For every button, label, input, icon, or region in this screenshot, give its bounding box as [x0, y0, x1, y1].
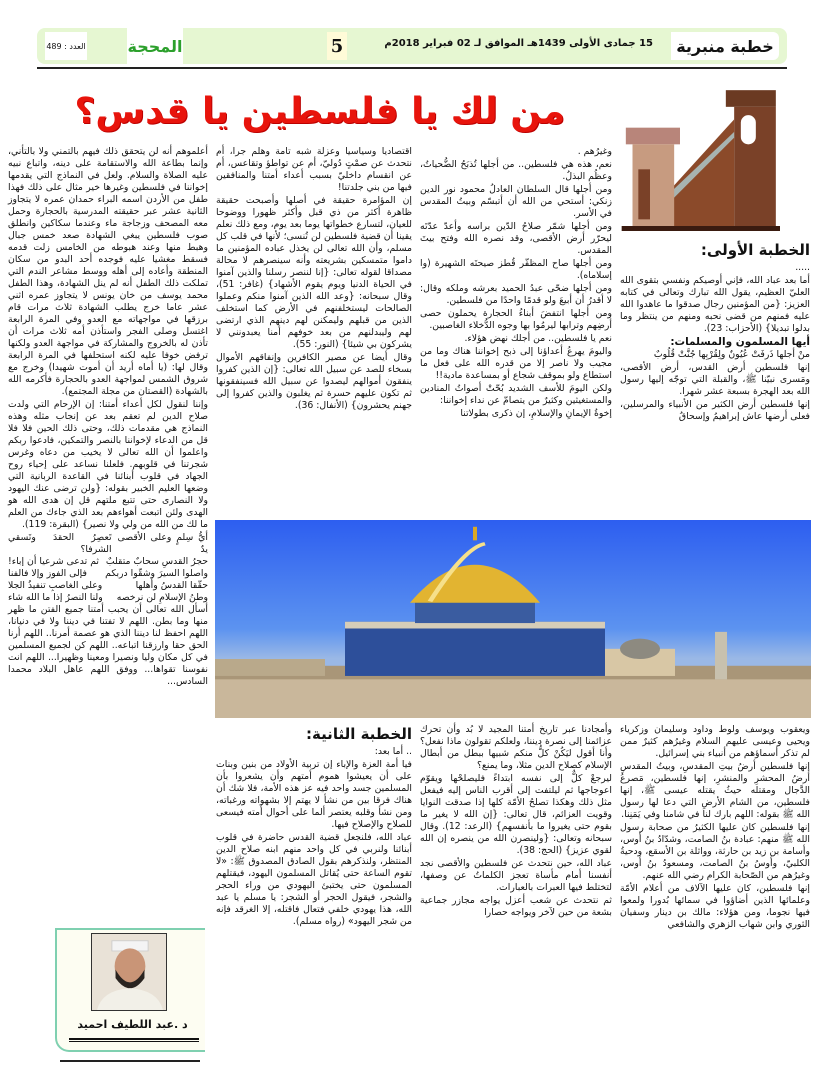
first-sermon-heading: الخطبة الأولى:: [700, 241, 810, 259]
paragraph: أما بعد عباد الله، فإني أوصيكم ونفسي بتقوى الله العليّ العظيم، يقول الله تبارك وتعالى في كتابه العزيز: {من المؤمنين رجال صدقوا ما عاهدوا الله عليه فمنهم من قضى نحبه ومنهم من ينتظر وما بدلوا تبديلا} (الأحزاب: 23).: [620, 275, 810, 334]
dome-of-the-rock-photo: [215, 520, 811, 718]
paragraph: نعم، هذه هي فلسطين.. من أجلها تُذبَحُ الضُّحياتُ، وعظُم البذلُ.: [420, 159, 612, 182]
poem-row: [8, 556, 208, 568]
section-name: خطبة منبرية: [671, 32, 779, 60]
paragraph: ولكن اليومَ للأسف الشديد بُحّتْ أصواتُ المنادين والمستغيثين وكثيرٌ من يتصامّ عن نداء إخواننا:: [420, 383, 612, 406]
bottom-rule: [60, 1060, 200, 1062]
paragraph: وإننا لنقول لكل أعداء أمتنا: إن الإرحام التي ولدت صلاح الدين لم تعقم بعد عن إنجاب مثله وهذه النماذج هي مقدمات ذلك، وحتى ذلك الحين فلا فلا قل من الدعاء لإخواننا بالنصر والتمكين، فادعوا ربكم واعلموا أن الله تعالى لا يخيب من دعاه وغرس شجرتنا في قلوبهم. فلعلنا نساعد على إحياء روح الجهاد في قلوب أبنائنا في القاعدة الربانية التي وضعها العليم الخبير بقوله: {ولن ترضى عنك اليهود ولا النصارى حتى تتبع ملتهم قل إن هدى الله هو الهدى ولئن اتبعت أهواءهم بعد الذي جاءك من العلم ما لك من الله من ولي ولا نصير} (البقرة: 119).: [8, 399, 208, 530]
issue-number: العدد : 489: [45, 32, 87, 60]
page-header: [37, 28, 787, 64]
poem-row: [8, 532, 208, 556]
paragraph: أعلموهم أنه لن يتحقق ذلك فيهم بالتمني ولا بالتأني، وإنما بطاعة الله والاستقامة على دينه، واتباع نبيه عليه الصلاة والسلام. ولعل في النماذج التي يقدمها إخواننا في فلسطين وغيرها خير مثال على ذلك فهذا طفل من الأردن اسمه البراء حمدان عمره لا يتجاوز الثانية عشر عبر حقيقته المدرسية بالحجارة وحمل معه المصحف وزجاجة ماء وعندما سكاكين وانطلق صوب فلسطين يبغي الشهادة صعد خمس جبال وهبط منها وعند هبوطه من الخامس زلت قدمه فسقط مغشيا عليه فوجده أحد البدو من سكان المنطقة وأعاده إلى أهله ووسط مشاعر الندم التي تملكت ذلك الطفل أنه لم ينل الشهادة، وهذا الطفل محمد يوسف من خان يونس لا يتجاوز عمره اثني عشر عاما خرج يطلب الشهادة ثلاث مرات قام برزقها في مواجهاته مع العدو وفي المرة الرابعة اغتسل وصلى الفجر واستأذن أمه ثلاث مرات أن تأذن له بالخروج والمشاركة في مواجهة العدو ولكنها ترفض خوفا عليه لكنه استحلفها في المرة الرابعة وقال لها: (يا أماه أريد أن أموت شهيدا) وخرج مع شروق الشمس لمواجهة العدو بالحجارة فأكرمه الله بالشهادة (القصتان من مجلة المجتمع).: [8, 146, 208, 397]
poem-line: فإلى الفوز وإلا فالفنا: [8, 568, 87, 579]
paragraph: إخوةُ الإيمانِ والإسلامِ، إن ذكرى بطولاتنا: [460, 408, 612, 419]
poem-row: [8, 592, 208, 604]
page-number: 5: [327, 32, 347, 60]
paragraph: إنها فلسطين أرض القدس، أرض الأقصى، ومَسرى نبيّنا ﷺ، والقبلة التي توجّه إليها رسول الله بعد الهجرة بسبعة عشر شهرا.: [620, 362, 810, 397]
paragraph: ومن أجلها ضحّى عبدُ الحميد بعرشه وملكه وقال: لا أقدرُ أن أبيعَ ولو قدمًا واحدًا من فلسطين.: [420, 283, 612, 306]
poem-row: [8, 580, 208, 592]
article-title: من لك يا فلسطين يا قدس؟: [74, 91, 565, 132]
column-4: [8, 146, 208, 689]
poem-line: واصلوا السيرَ وشقّوا دربكم: [105, 568, 208, 579]
author-name: د .عبد اللطيف احميد: [77, 1018, 188, 1031]
poem-line: ثم تدعى شرعيا أن إباء!: [8, 556, 99, 567]
poem-line: وطنُ الإسلامِ لن نرخصه: [116, 592, 208, 603]
poem-row: [8, 568, 208, 580]
poem-line: تَعصِرُ الحقدَ وتَسقي الشرفا؟: [8, 532, 112, 555]
dots: .....: [795, 262, 810, 273]
subheading: أيها المسلمون والمسلمات:: [670, 336, 810, 348]
column-2-top: [420, 146, 612, 421]
paragraph: وقال أيضا عن مصير الكافرين وإنفاقهم الأموال بسخاء للصد عن سبيل الله تعالى: {إن الذين كفروا ينفقون أموالهم ليصدوا عن سبيل الله فسينفقونها ثم تكون عليهم حسرة ثم يغلبون والذين كفروا إلى جهنم يحشرون} (الأنفال: 36).: [216, 352, 412, 411]
poem-line: ولنا النصرُ إذا ما الله شاء: [8, 592, 103, 603]
paragraph: ومن أجلها قال السلطان العادلُ محمود نور الدين زنكي: أستحي من الله أن أتبسّم وبيتُ المقدس في الأسر.: [420, 184, 612, 219]
paragraph: فيا أمة العزة والإباء إن تربية الأولاد من بنين وبنات على أن يعيشوا هموم أمتهم وأن يشعروا بأن المسلمين جسد واحد فيه عز هذه الأمة، فلا شك أن هناك فرقا بين من نشأ لا يهتم إلا بشهواته ورغباته، ومن نشأ وقلبه يعتصر ألما على أحوال أمته فيسعى للصلاح والإصلاح فيها.: [216, 759, 412, 830]
poem: [8, 532, 208, 604]
paragraph: نعم يا فلسطين.. من أجلك نهض هؤلاء.: [464, 333, 612, 344]
column-first-sermon: [620, 240, 810, 424]
poem-line: حجرُ القدسِ سحابٌ متقلبٌ: [105, 556, 208, 567]
paragraph: منْ أجلها ذَرفَتْ عُيُونٌ ولِقُرْبِها جُنَّتْ قُلُوبٌ: [653, 349, 810, 360]
paragraph: إنها فلسطين، كان عليها الآلاف من أعلام الأمّة وعلمائها الذين أضاؤوا في سمائها بُدورا ولمعوا فيها نجوما، ومن هؤلاء: مالك بن دينار وسفيان الثوري وابن شهاب الزهري والشافعي: [620, 883, 810, 930]
author-photo: [91, 933, 167, 1011]
paragraph: عباد الله، فلنجعل قضية القدس حاضرة في قلوب أبنائنا ولنربي في كل واحد منهم ابنه صلاح الدين المنتظر، ولنذكرهم بقول الصادق المصدوق ﷺ: «لا تقوم الساعة حتى يُقاتل المسلمون اليهود، فيقتلهم المسلمون حتى يختبئ اليهودي من وراء الحجر والشجر، فيقول الحجر أو الشجر: يا مسلم يا عبد الله، هذا يهودي خلفي فتعال فاقتله، إلا الغرقد فإنه من شجر اليهود» (رواه مسلم).: [216, 832, 412, 927]
poem-line: وعلى الغاصبِ تنفيذُ الجلا: [8, 580, 103, 591]
paragraph: ثم نتحدث عن شعب أعزل يواجه مجازر جماعية بشعة من حين لآخر ويواجه حصارا: [420, 895, 612, 918]
second-sermon-heading: الخطبة الثانية:: [305, 725, 412, 743]
column-1-bottom: [620, 724, 810, 932]
paragraph: ويعقوب ويوسف ولوط وداود وسليمان وزكرياء ويحيى وعيسى عليهم السلام وغيرُهم كثيرٌ ممن لم تذكر أسماؤهم من أنبياء بني إسرائيل.: [620, 724, 810, 759]
paragraph: ومن أجلها انتفضَ أبناءُ الحجارة يحملون حصى أرضِهم وترابها ليرمُوا بها وجوه الدُّخلاء الغاصبين.: [420, 308, 612, 331]
paragraph: أسأل الله تعالى أن يحبب أمتنا جميع الفتن ما ظهر منها وما بطن. اللهم لا تفتنا في ديننا ولا في دنيانا، اللهم احفظ لنا ديننا الذي هو عصمة أمرنا.. اللهم أرنا الحق حقا وارزقنا اتباعه.. اللهم كن لجميع المسلمين في كل مكان وليا ونصيرا ومعينا وظهيرا... اللهم انت نفوسنا تقواها... ووفق اللهم عاهل البلاد محمدا السادس...: [8, 604, 208, 687]
paragraph: إن المؤامرة حقيقة في أصلها وأصبحت حقيقة ظاهرة أكثر من ذي قبل وأكثر ظهورا ووضوحا للعيان، لتسارع خطواتها يوما بعد يوم، ومع ذلك نعلم يقينا أن قضية فلسطين لن تُنسى؛ لأنها في قلب كل مسلم، وأن الله تعالى لن يخذل عباده المؤمنين ما داموا متمسكين بشريعته وأنه سينصرهم لا محالة مصداقا لقوله تعالى: {إنا لننصر رسلنا والذين آمنوا في الحياة الدنيا ويوم يقوم الأشهاد} (غافر: 51)، وقال سبحانه: {وعد الله الذين آمنوا منكم وعملوا الصالحات ليستخلفنهم في الأرض كما استخلف الذين من قبلهم وليمكنن لهم دينهم الذي ارتضى لهم وليبدلنهم من بعد خوفهم أمنا يعبدونني لا يشركون بي شيئا} (النور: 55).: [216, 195, 412, 350]
header-rule: [37, 67, 787, 69]
paragraph: إنها فلسطين أرض الكثير من الأنبياء والمرسلين، فعلى أرضها عاش إبراهيمُ وإسحاقُ: [620, 399, 810, 422]
column-second-sermon: [216, 724, 412, 929]
paragraph: اقتصاديا وسياسيا وعزلة شبه تامة وهلم جرا، أم نتحدث عن صمْتٍ دُوليّ، أم عن تواطؤ وتقاعس، أم عن انقسام داخليّ بسبب أعداء أمتنا والمنافقين فيها من بني جلدتنا!: [216, 146, 412, 193]
author-box: [55, 928, 205, 1052]
column-3-top: [216, 146, 412, 413]
paragraph: إنها فلسطين كان عليها الكثيرُ من صحابة رسول الله ﷺ منهم: عبادة بنُ الصامت، وشدّادُ بنُ أوس، وأسامة بن زيد بن حارثة، وواثلة بن الأسقع، ودحيةُ الكلبيّ، وأوسُ بنُ الصامت، ومسعودُ بنُ أوس، وغيرُهم من الصّحابة الكرام رضي الله عنهم.: [620, 822, 810, 881]
paragraph: وأمجادنا عبر تاريخ أمتنا المجيد لا بُد وأن تحرك عزائمنا إلى نصرة ديننا، ولعلكم تقولون ماذا نفعل؟ وأنا أقول ليَكُنْ كلُّ منكم شبيها ببطل من أبطال الإسلام كصلاح الدين مثلا، وما يمنع؟: [420, 724, 612, 771]
minbar-image: [605, 86, 805, 236]
paragraph: ومن أجلها صاح المظفّر قُطز صيحتَه الشهيرة (وا إسلاماه).: [420, 258, 612, 281]
column-2-bottom: [420, 724, 612, 920]
paragraph: إنها فلسطين أرضُ بيتِ المقدسِ، وبيتُ المقدسِ أرضُ المحشرِ والمنشرِ، إنها فلسطين، مَصرعُ الدَّجال ومقتله حيثُ يقتله عيسى ﷺ، إنها فلسطين، من الشام الأرضِ التي دعا لها رسول الله ﷺ بقوله: اللهم بارك لنا في شامنا وفي يَمَنِنا.: [620, 761, 810, 820]
poem-line: حقّقا القدسُ وأهلها: [135, 580, 208, 591]
newspaper-logo: المحجة: [127, 28, 183, 64]
issue-date: 15 جمادى الأولى 1439هـ الموافق لـ 02 فبراير 2018م: [384, 38, 653, 49]
paragraph: عباد الله، حين نتحدث عن فلسطين والأقصى نجد أنفسنا أمام مأساة تعجز الكلماتُ عن وصفها، لتختلط فيها العبرات بالعبارات.: [420, 858, 612, 893]
paragraph: ليرجعْ كلٌّ إلى نفسه ابتداءً فليصلحْها ويقوّم اعوجاجها ثم ليلتفت إلى أقرب الناس إليه فيفعل مثل ذلك وهكذا تصلحُ الأمّة كلها إذا صدقت النوايا وقويت العزائم، قال تعالى: {إن الله لا يغير ما بقوم حتى يغيروا ما بأنفسهم} (الرعد: 12). وقال سبحانه وتعالى: {ولينصرن الله من ينصره إن الله لقوي عزيز} (الحج: 38).: [420, 773, 613, 856]
paragraph: .. أما بعد:: [374, 746, 412, 757]
author-rule: [69, 1038, 199, 1042]
paragraph: ومن أجلها شمّر صلاحُ الدّين براسه وأعدّ عدّتَه ليحرّر أرض الأقصى، وقد نصره الله وفتح بيتَ المقدس.: [420, 221, 612, 256]
paragraph: واليومَ يهرعُ أعداؤنا إلى ذبح إخواننا هناك وما من مجيب ولا ناصر إلا من قدره الله على فعل ما استطاع ولو بموقف شجاع أو بمساعدة مادية!!: [420, 346, 612, 381]
poem-line: أيُّ سِلمٍ وعلى الأقصى يدٌ: [117, 532, 208, 555]
paragraph: وغيرُهم .: [577, 146, 612, 157]
